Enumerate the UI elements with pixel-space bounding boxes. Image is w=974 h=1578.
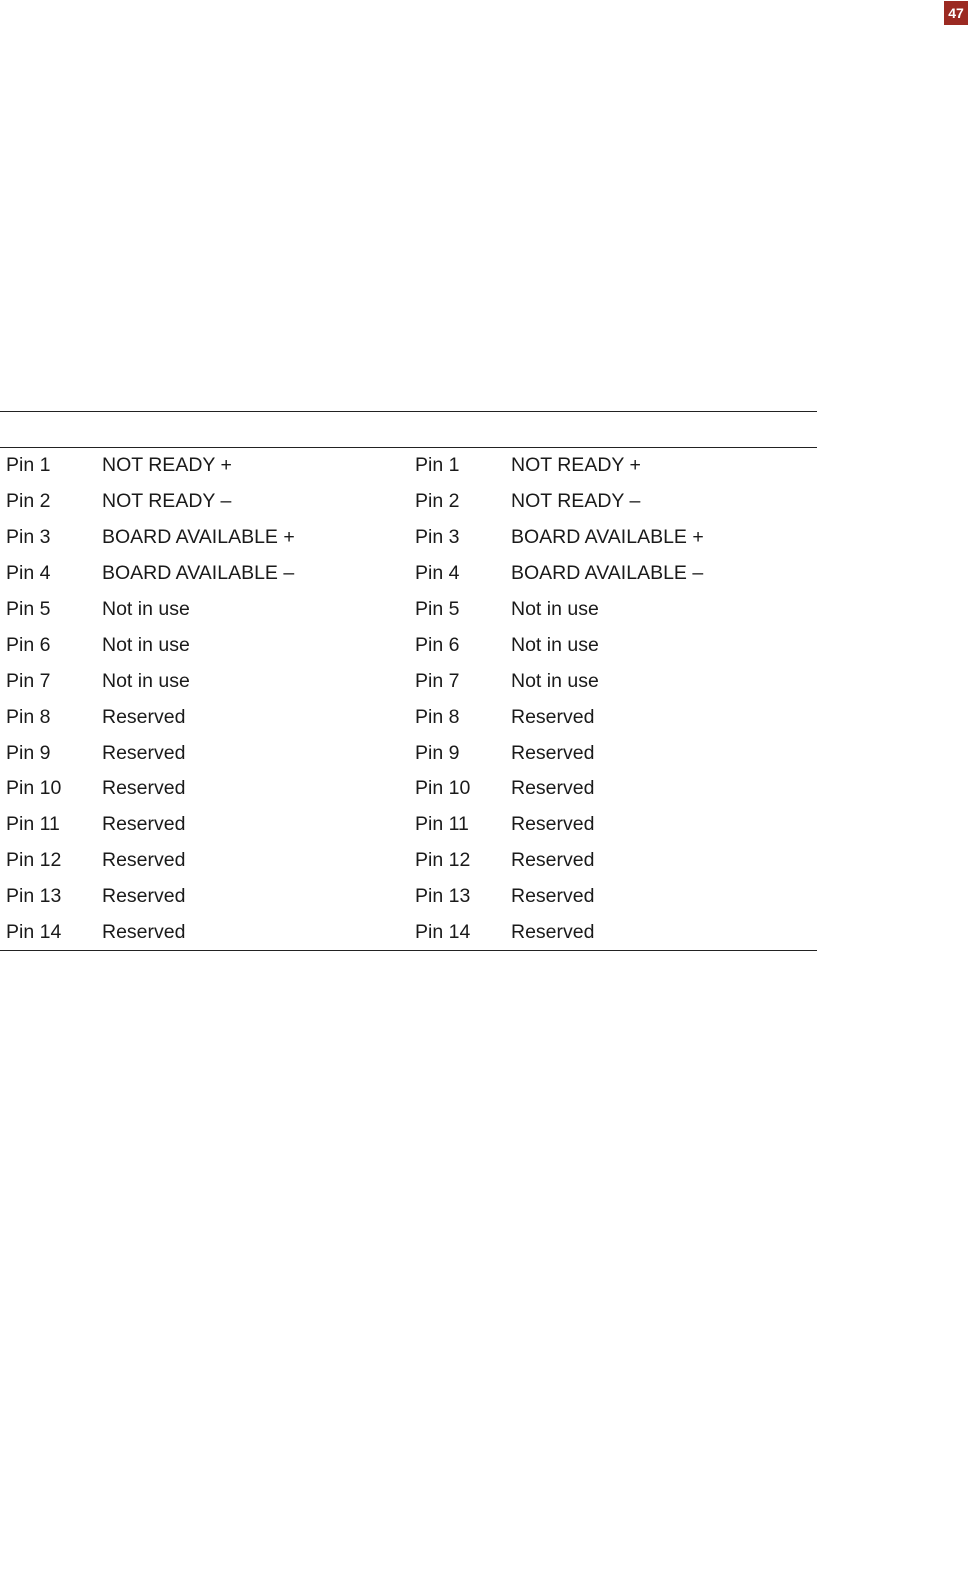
pin-table-body	[0, 448, 817, 951]
right-signal-label: NOT READY –	[511, 490, 641, 513]
left-signal-label: Reserved	[102, 921, 186, 944]
pin-assignment-table	[0, 411, 817, 951]
left-pin-label: Pin 9	[6, 741, 51, 764]
right-signal-label: Reserved	[511, 705, 595, 728]
left-pin-label: Pin 8	[6, 705, 51, 728]
right-signal-label: BOARD AVAILABLE –	[511, 562, 704, 585]
table-row	[0, 735, 817, 771]
left-signal-label: Reserved	[102, 813, 186, 836]
left-pin-label: Pin 4	[6, 562, 51, 585]
right-pin-label: Pin 12	[415, 849, 471, 872]
right-pin-label: Pin 6	[415, 633, 460, 656]
left-signal-label: Reserved	[102, 777, 186, 800]
right-signal-label: Reserved	[511, 849, 595, 872]
right-signal-label: Not in use	[511, 669, 599, 692]
left-signal-label: Not in use	[102, 633, 190, 656]
right-signal-label: Reserved	[511, 885, 595, 908]
left-pin-label: Pin 3	[6, 526, 51, 549]
right-signal-label: Not in use	[511, 633, 599, 656]
left-signal-label: BOARD AVAILABLE –	[102, 562, 295, 585]
right-pin-label: Pin 14	[415, 921, 471, 944]
left-pin-label: Pin 2	[6, 490, 51, 513]
right-signal-label: Reserved	[511, 777, 595, 800]
left-signal-label: Reserved	[102, 741, 186, 764]
right-pin-label: Pin 5	[415, 598, 460, 620]
right-pin-label: Pin 10	[415, 777, 471, 800]
table-header-row	[0, 412, 817, 448]
right-signal-label: Reserved	[511, 921, 595, 944]
left-signal-label: Reserved	[102, 885, 186, 908]
table-row	[0, 592, 817, 628]
table-row	[0, 448, 817, 484]
table-row	[0, 556, 817, 592]
right-pin-label: Pin 2	[415, 490, 460, 513]
left-pin-label: Pin 1	[6, 454, 51, 477]
left-pin-label: Pin 12	[6, 849, 62, 872]
table-row	[0, 663, 817, 699]
left-pin-label: Pin 6	[6, 633, 51, 656]
right-pin-label: Pin 4	[415, 562, 460, 585]
left-signal-label: Reserved	[102, 849, 186, 872]
left-pin-label: Pin 10	[6, 777, 62, 800]
left-signal-label: Not in use	[102, 669, 190, 692]
right-signal-label: NOT READY +	[511, 454, 641, 477]
left-pin-label: Pin 11	[6, 813, 60, 836]
right-pin-label: Pin 8	[415, 705, 460, 728]
table-row	[0, 699, 817, 735]
table-row	[0, 520, 817, 556]
right-pin-label: Pin 3	[415, 526, 460, 549]
table-row	[0, 484, 817, 520]
right-signal-label: Reserved	[511, 741, 595, 764]
right-pin-label: Pin 9	[415, 741, 460, 764]
table-row	[0, 843, 817, 879]
right-pin-label: Pin 1	[415, 454, 460, 477]
left-pin-label: Pin 5	[6, 598, 51, 620]
table-row	[0, 879, 817, 915]
table-row	[0, 771, 817, 807]
right-pin-label: Pin 11	[415, 813, 469, 836]
left-signal-label: NOT READY +	[102, 454, 232, 477]
left-signal-label: Not in use	[102, 598, 190, 620]
left-pin-label: Pin 13	[6, 885, 62, 908]
table-row	[0, 915, 817, 951]
left-signal-label: Reserved	[102, 705, 186, 728]
right-signal-label: BOARD AVAILABLE +	[511, 526, 704, 549]
left-signal-label: NOT READY –	[102, 490, 232, 513]
right-pin-label: Pin 7	[415, 669, 460, 692]
left-pin-label: Pin 7	[6, 669, 51, 692]
page-number-badge: 47	[944, 1, 968, 25]
table-row	[0, 627, 817, 663]
right-signal-label: Not in use	[511, 598, 599, 620]
right-signal-label: Reserved	[511, 813, 595, 836]
pin-table	[0, 448, 817, 951]
left-signal-label: BOARD AVAILABLE +	[102, 526, 295, 549]
right-pin-label: Pin 13	[415, 885, 471, 908]
left-pin-label: Pin 14	[6, 921, 62, 944]
table-row	[0, 807, 817, 843]
